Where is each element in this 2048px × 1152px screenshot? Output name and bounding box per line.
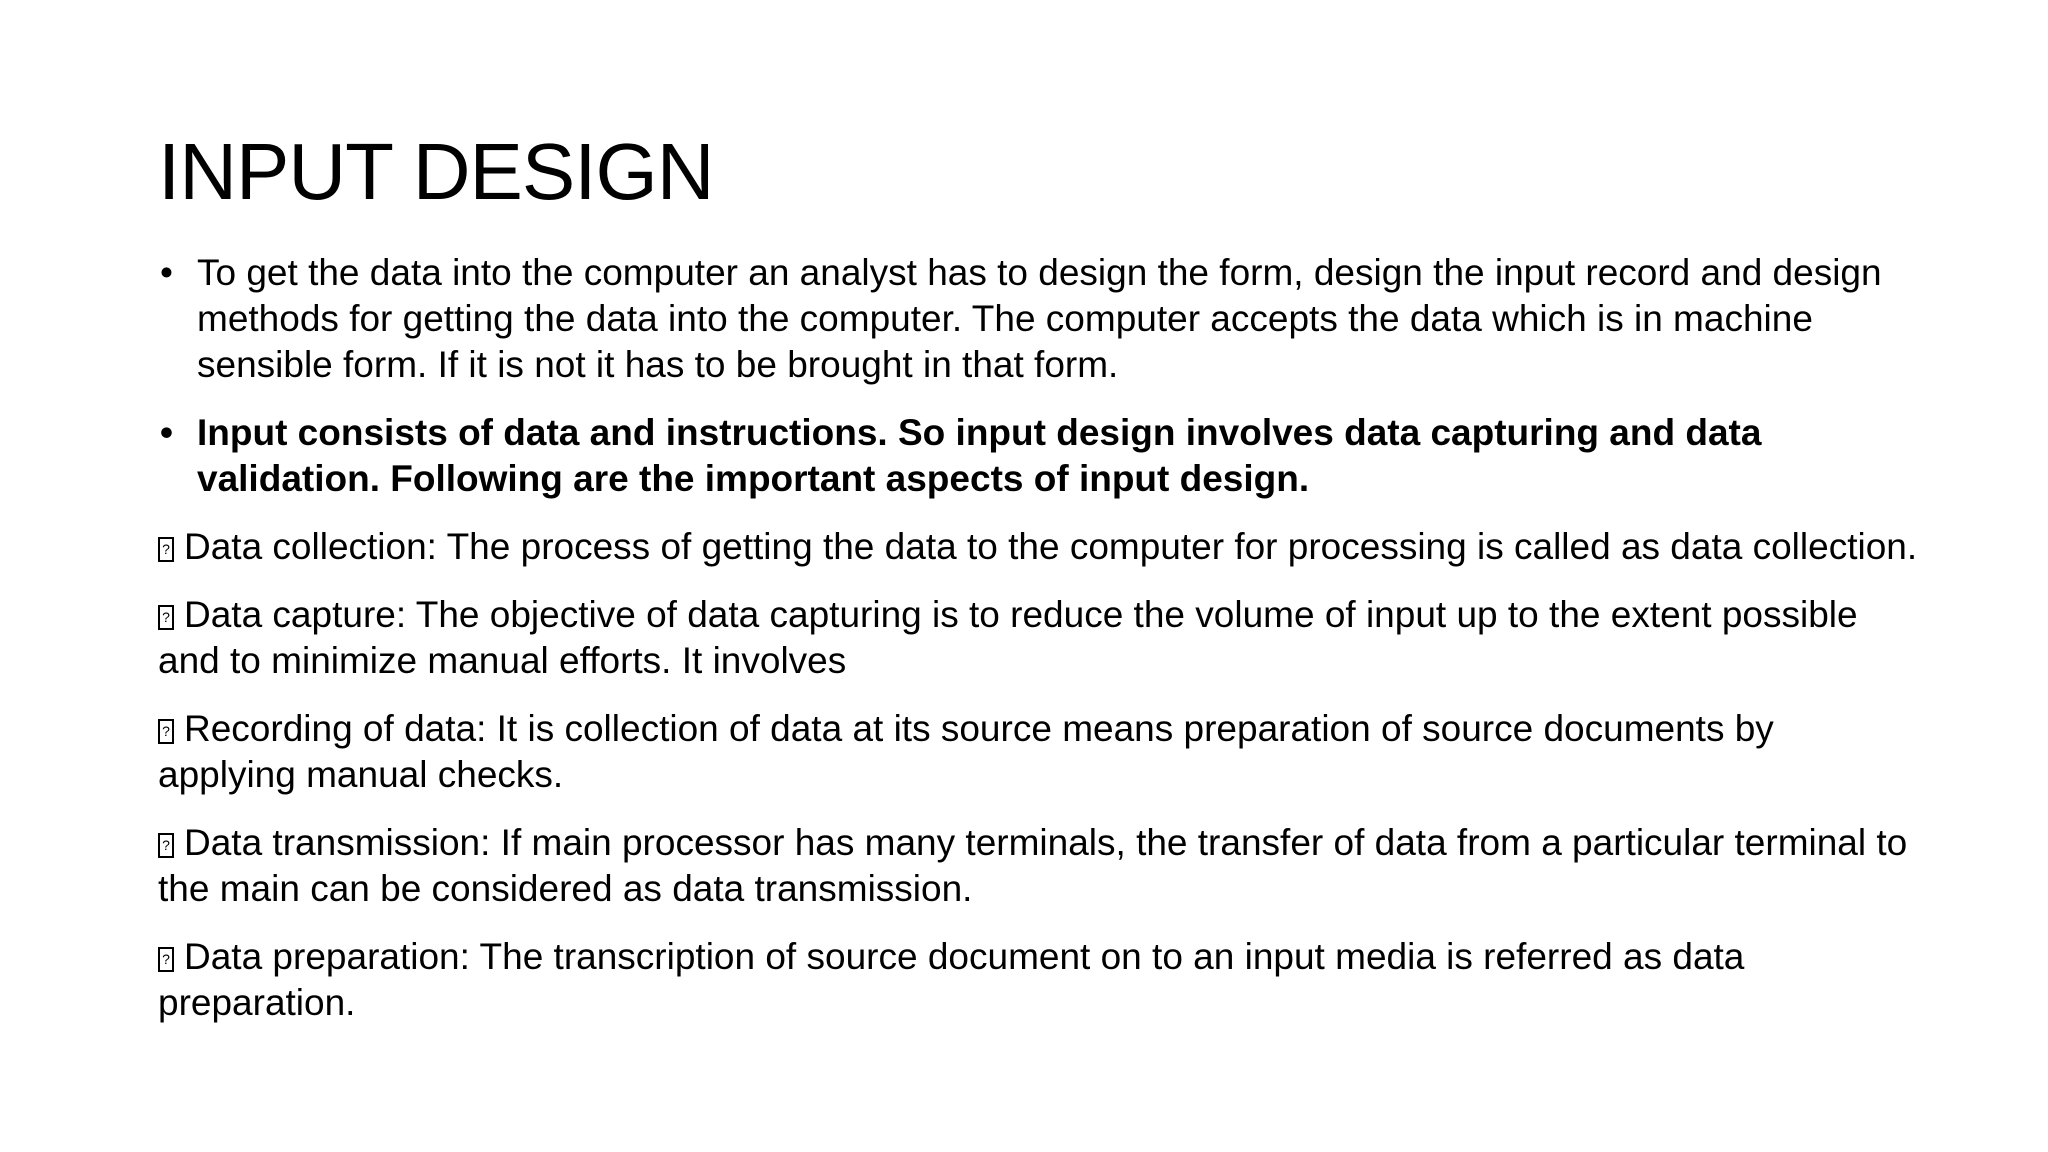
missing-glyph-icon xyxy=(158,719,174,744)
missing-glyph-icon xyxy=(158,537,174,562)
slide-title: INPUT DESIGN xyxy=(158,127,714,216)
paragraph-data-collection xyxy=(158,524,1918,570)
paragraph-text: Data transmission: If main processor has many terminals, the transfer of data from a particular terminal to the main can be considered as data transmission. xyxy=(158,822,1908,909)
bullet-item-input-consists xyxy=(158,410,1918,502)
paragraph-data-preparation xyxy=(158,934,1918,1026)
paragraph-data-capture xyxy=(158,592,1918,684)
slide-body xyxy=(158,250,1918,1048)
bullet-text: To get the data into the computer an analyst has to design the form, design the input record and design methods for getting the data into the computer. The computer accepts the data which is in machine sensible form. If it is not it has to be brought in that form. xyxy=(197,252,1882,385)
bullet-icon: • xyxy=(160,252,173,293)
paragraph-text: Data preparation: The transcription of source document on to an input media is referred as data preparation. xyxy=(158,936,1745,1023)
missing-glyph-icon xyxy=(158,833,174,858)
bullet-icon: • xyxy=(160,412,173,453)
paragraph-text: Data capture: The objective of data capturing is to reduce the volume of input up to the extent possible and to minimize manual efforts. It involves xyxy=(158,594,1858,681)
paragraph-text: Data collection: The process of getting the data to the computer for processing is called as data collection. xyxy=(184,526,1918,567)
missing-glyph-icon xyxy=(158,947,174,972)
paragraph-recording-of-data xyxy=(158,706,1918,798)
bullet-text: Input consists of data and instructions. So input design involves data capturing and data validation. Following are the important aspects of input design. xyxy=(197,412,1762,499)
bullet-item-analyst-form xyxy=(158,250,1918,388)
missing-glyph-icon xyxy=(158,605,174,630)
paragraph-text: Recording of data: It is collection of data at its source means preparation of source documents by applying manual checks. xyxy=(158,708,1774,795)
paragraph-data-transmission xyxy=(158,820,1918,912)
